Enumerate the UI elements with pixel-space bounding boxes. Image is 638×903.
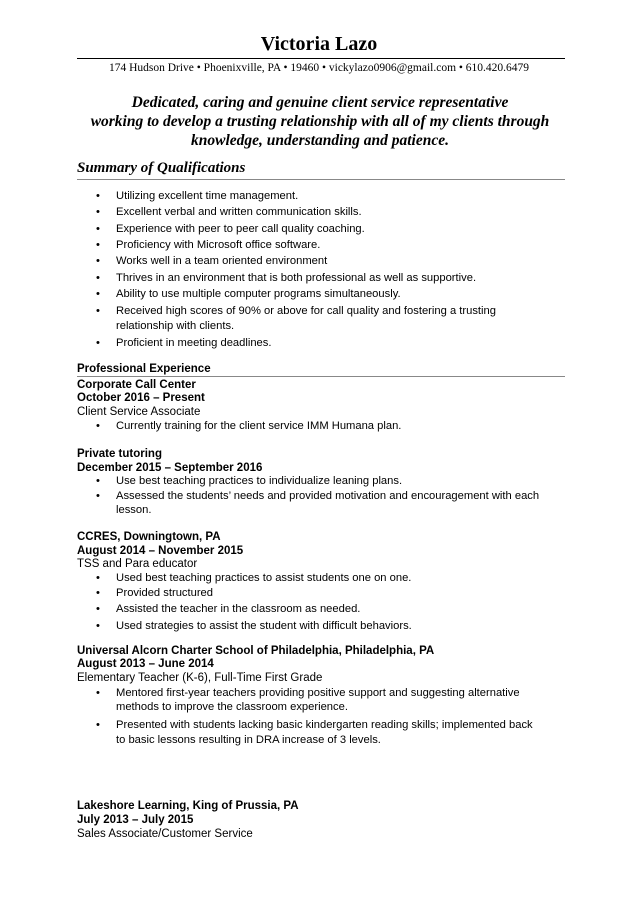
candidate-name: Victoria Lazo <box>260 33 378 55</box>
bullet-icon: • <box>96 190 100 202</box>
job-dates: August 2013 – June 2014 <box>77 658 214 670</box>
job-employer: Universal Alcorn Charter School of Philadelphia, Philadelphia, PA <box>77 645 435 657</box>
job-employer: Corporate Call Center <box>77 379 196 391</box>
bullet-icon: • <box>96 687 100 699</box>
bullet-icon: • <box>96 475 100 487</box>
job-dates: July 2013 – July 2015 <box>77 814 194 826</box>
summary-divider <box>77 179 565 180</box>
bullet-icon: • <box>96 572 100 584</box>
bullet-icon: • <box>96 587 100 599</box>
job-title: Client Service Associate <box>77 406 201 418</box>
experience-divider <box>77 376 565 377</box>
contact-info: 174 Hudson Drive • Phoenixville, PA • 19460 • vickylazo0906@gmail.com • 610.420.6479 <box>108 62 530 74</box>
bullet-icon: • <box>96 719 100 731</box>
objective-line: knowledge, understanding and patience. <box>191 132 449 149</box>
job-title: TSS and Para educator <box>77 558 198 570</box>
job-dates: December 2015 – September 2016 <box>77 462 263 474</box>
summary-heading: Summary of Qualifications <box>77 160 246 176</box>
bullet-icon: • <box>96 288 100 300</box>
objective-statement <box>70 93 570 150</box>
objective-line: working to develop a trusting relationship with all of my clients through <box>90 113 550 130</box>
bullet-icon: • <box>96 420 100 432</box>
bullet-icon: • <box>96 305 100 317</box>
bullet-icon: • <box>96 603 100 615</box>
bullet-icon: • <box>96 490 100 502</box>
job-employer: Lakeshore Learning, King of Prussia, PA <box>77 800 299 812</box>
bullet-icon: • <box>96 620 100 632</box>
header-divider <box>77 58 565 59</box>
job-dates: August 2014 – November 2015 <box>77 545 244 557</box>
bullet-icon: • <box>96 255 100 267</box>
job-title: Elementary Teacher (K-6), Full-Time First Grade <box>77 672 323 684</box>
resume-page: Victoria Lazo 174 Hudson Drive • Phoenixville, PA • 19460 • vickylazo0906@gmail.com • 610.420.6479 Dedicated, caring and genuine client service representative working to develop a trusting relationship with all of my clients through knowledge, understanding and patience. Summary of Qualifications • Utilizing excellent time management. • Excellent verbal and written communication skills. • Experience with peer to peer call quality coaching. • Proficiency with Microsoft office software. • Works well in a team oriented environment • Thrives in an environment that is both professional as well as supportive. • Ability to use multiple computer programs simultaneously. • Received high scores of 90% or above for call quality and fostering a trusting relationship with clients. • Proficient in meeting deadlines. Professional Experience Corporate Call Center October 2016 – Present Client Service Associate • Currently training for the client service IMM Humana plan. Private tutoring December 2015 – September 2016 • Use best teaching practices to individualize leaning plans. • Assessed the students’ needs and provided motivation and encouragement with each lesson. CCRES, Downingtown, PA August 2014 – November 2015 TSS and Para educator • Used best teaching practices to assist students one on one. • Provided structured • Assisted the teacher in the classroom as needed. • Used strategies to assist the student with difficult behaviors. Universal Alcorn Charter School of Philadelphia, Philadelphia, PA August 2013 – June 2014 Elementary Teacher (K-6), Full-Time First Grade • Mentored first-year teachers providing positive support and suggesting alternative methods to improve the classroom experience. • Presented with students lacking basic kindergarten reading skills; implemented back to basic lessons resulting in DRA increase of 3 levels. Lakeshore Learning, King of Prussia, PA July 2013 – July 2015 Sales Associate/Customer Service <box>0 0 638 903</box>
job-employer: Private tutoring <box>77 448 162 460</box>
objective-line: Dedicated, caring and genuine client service representative <box>131 94 509 111</box>
job-dates: October 2016 – Present <box>77 392 205 404</box>
bullet-icon: • <box>96 337 100 349</box>
experience-heading: Professional Experience <box>77 363 211 375</box>
bullet-icon: • <box>96 223 100 235</box>
bullet-icon: • <box>96 239 100 251</box>
bullet-icon: • <box>96 206 100 218</box>
bullet-icon: • <box>96 272 100 284</box>
job-employer: CCRES, Downingtown, PA <box>77 531 221 543</box>
job-title: Sales Associate/Customer Service <box>77 828 253 840</box>
